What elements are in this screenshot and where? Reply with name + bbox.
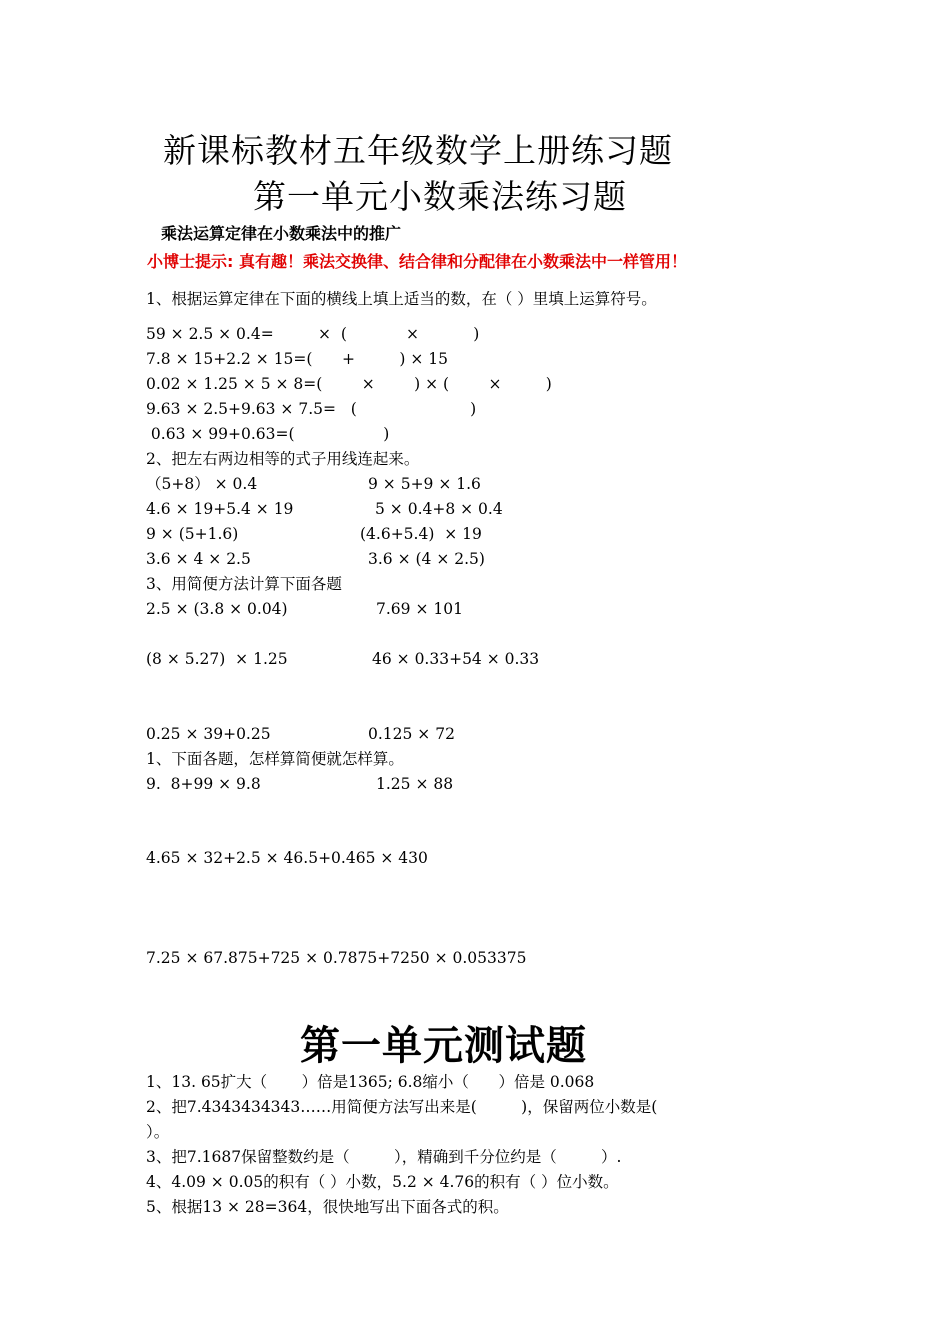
match-right: (4.6+5.4) × 19 bbox=[360, 525, 482, 543]
match-left: 4.6 × 19+5.4 × 19 bbox=[146, 500, 294, 518]
match-right: 5 × 0.4+8 × 0.4 bbox=[375, 500, 503, 518]
calc-item: 9. 8+99 × 9.8 bbox=[146, 775, 261, 793]
test-question: 1、13. 65扩大（ ）倍是1365; 6.8缩小（ ）倍是 0.068 bbox=[146, 1073, 595, 1091]
question-3: 3、用简便方法计算下面各题 bbox=[146, 575, 342, 593]
question-1: 1、根据运算定律在下面的横线上填上适当的数，在（ ）里填上运算符号。 bbox=[146, 290, 657, 308]
calc-item: 1.25 × 88 bbox=[376, 775, 454, 793]
calc-item: 4.65 × 32+2.5 × 46.5+0.465 × 430 bbox=[146, 849, 428, 867]
document-title: 新课标教材五年级数学上册练习题 bbox=[163, 131, 673, 170]
match-right: 9 × 5+9 × 1.6 bbox=[368, 475, 481, 493]
calc-item: 7.69 × 101 bbox=[376, 600, 463, 618]
test-question: 3、把7.1687保留整数约是（ ），精确到千分位约是（ ）. bbox=[146, 1148, 622, 1166]
exercise-line: 0.02 × 1.25 × 5 × 8=( × ) × ( × ) bbox=[146, 375, 552, 393]
calc-item: 0.125 × 72 bbox=[368, 725, 455, 743]
test-question: 4、4.09 × 0.05的积有（ ）小数，5.2 × 4.76的积有（ ）位小数。 bbox=[146, 1173, 619, 1191]
test-title: 第一单元测试题 bbox=[300, 1023, 587, 1069]
match-right: 3.6 × (4 × 2.5) bbox=[368, 550, 485, 568]
test-question: 5、根据13 × 28=364，很快地写出下面各式的积。 bbox=[146, 1198, 509, 1216]
section-subtitle: 乘法运算定律在小数乘法中的推广 bbox=[161, 224, 402, 243]
calc-item: 0.25 × 39+0.25 bbox=[146, 725, 271, 743]
tip-text: 小博士提示: 真有趣！乘法交换律、结合律和分配律在小数乘法中一样管用！ bbox=[147, 252, 687, 271]
question-4: 1、下面各题，怎样算简便就怎样算。 bbox=[146, 750, 404, 768]
calc-item: (8 × 5.27) × 1.25 bbox=[146, 650, 288, 668]
calc-item: 7.25 × 67.875+725 × 0.7875+7250 × 0.053375 bbox=[146, 949, 527, 967]
exercise-line: 0.63 × 99+0.63=( ) bbox=[146, 425, 390, 443]
question-2: 2、把左右两边相等的式子用线连起来。 bbox=[146, 450, 420, 468]
match-left: 9 × (5+1.6) bbox=[146, 525, 239, 543]
match-left: 3.6 × 4 × 2.5 bbox=[146, 550, 251, 568]
test-question: 2、把7.4343434343……用简便方法写出来是( )，保留两位小数是( bbox=[146, 1098, 658, 1116]
exercise-line: 9.63 × 2.5+9.63 × 7.5= ( ) bbox=[146, 400, 477, 418]
test-question-cont: ）。 bbox=[146, 1123, 170, 1141]
exercise-line: 7.8 × 15+2.2 × 15=( + ) × 15 bbox=[146, 350, 448, 368]
match-left: （5+8） × 0.4 bbox=[146, 475, 258, 493]
exercise-line: 59 × 2.5 × 0.4= × ( × ) bbox=[146, 325, 480, 343]
unit-title: 第一单元小数乘法练习题 bbox=[253, 177, 627, 216]
calc-item: 46 × 0.33+54 × 0.33 bbox=[372, 650, 540, 668]
calc-item: 2.5 × (3.8 × 0.04) bbox=[146, 600, 288, 618]
